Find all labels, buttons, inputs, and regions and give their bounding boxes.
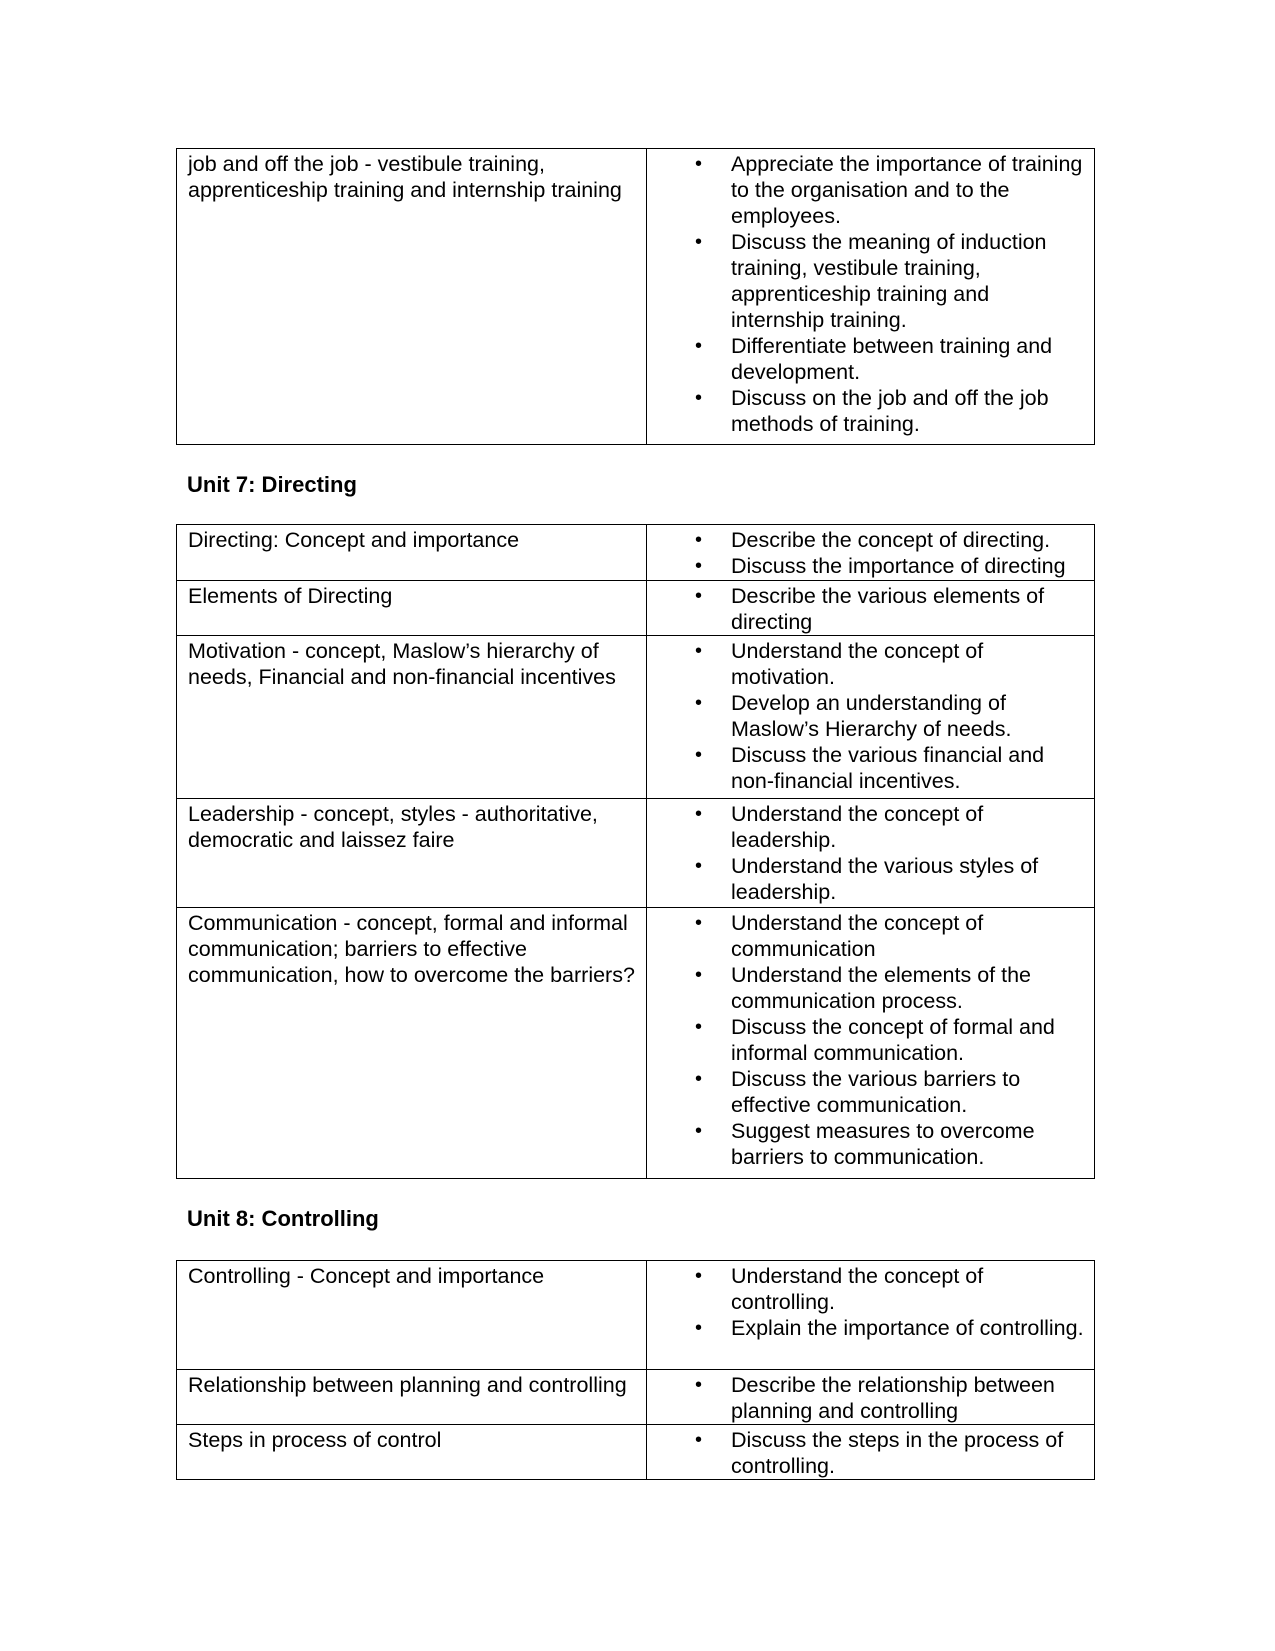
table-row (177, 1261, 1095, 1370)
training-table-block (176, 148, 1095, 445)
training-table (176, 148, 1095, 445)
outcome-list (647, 151, 1088, 437)
unit-8-table-block (176, 1260, 1095, 1480)
list-item: • Discuss the meaning of induction training, vestibule training, apprenticeship training and internship training. (647, 229, 1088, 333)
outcomes-cell (647, 149, 1095, 445)
table-row (177, 636, 1095, 799)
outcomes-cell (647, 908, 1095, 1179)
outcome-list (647, 583, 1088, 635)
table-row (177, 149, 1095, 445)
outcome-list (647, 801, 1088, 905)
outcome-list (647, 1372, 1088, 1424)
topic-cell: Communication - concept, formal and informal communication; barriers to effective communication, how to overcome the barriers? (177, 908, 647, 1179)
list-item: • Suggest measures to overcome barriers to communication. (647, 1118, 1088, 1170)
list-item: • Understand the concept of communication (647, 910, 1088, 962)
list-item: • Develop an understanding of Maslow’s Hierarchy of needs. (647, 690, 1088, 742)
unit-7-heading: Unit 7: Directing (187, 472, 357, 497)
table-row (177, 799, 1095, 908)
list-item: • Discuss the steps in the process of controlling. (647, 1427, 1088, 1479)
list-item: • Discuss the various barriers to effective communication. (647, 1066, 1088, 1118)
outcomes-cell (647, 636, 1095, 799)
topic-cell: Elements of Directing (177, 581, 647, 636)
outcomes-cell (647, 1261, 1095, 1370)
list-item: • Describe the relationship between planning and controlling (647, 1372, 1088, 1424)
topic-cell: Leadership - concept, styles - authoritative, democratic and laissez faire (177, 799, 647, 908)
list-item: • Discuss the importance of directing (647, 553, 1088, 579)
table-row (177, 908, 1095, 1179)
list-item: • Discuss the concept of formal and informal communication. (647, 1014, 1088, 1066)
topic-cell: Relationship between planning and controlling (177, 1370, 647, 1425)
table-row (177, 1370, 1095, 1425)
topic-cell: Directing: Concept and importance (177, 525, 647, 581)
list-item: • Understand the various styles of leadership. (647, 853, 1088, 905)
list-item: • Appreciate the importance of training to the organisation and to the employees. (647, 151, 1088, 229)
list-item: • Explain the importance of controlling. (647, 1315, 1088, 1341)
outcome-list (647, 527, 1088, 579)
outcomes-cell (647, 1370, 1095, 1425)
outcomes-cell (647, 525, 1095, 581)
table-row (177, 525, 1095, 581)
unit-8-heading: Unit 8: Controlling (187, 1206, 379, 1231)
outcome-list (647, 910, 1088, 1170)
unit-8-table (176, 1260, 1095, 1480)
unit-7-table (176, 524, 1095, 1179)
list-item: • Understand the concept of leadership. (647, 801, 1088, 853)
unit-7-table-block (176, 524, 1095, 1179)
list-item: • Understand the concept of motivation. (647, 638, 1088, 690)
list-item: • Describe the various elements of directing (647, 583, 1088, 635)
list-item: • Describe the concept of directing. (647, 527, 1088, 553)
outcome-list (647, 1427, 1088, 1479)
list-item: • Understand the elements of the communication process. (647, 962, 1088, 1014)
topic-cell: Controlling - Concept and importance (177, 1261, 647, 1370)
outcome-list (647, 1263, 1088, 1341)
topic-cell: Steps in process of control (177, 1425, 647, 1480)
outcomes-cell (647, 1425, 1095, 1480)
list-item: • Discuss on the job and off the job methods of training. (647, 385, 1088, 437)
table-row (177, 1425, 1095, 1480)
outcomes-cell (647, 581, 1095, 636)
outcome-list (647, 638, 1088, 794)
table-row (177, 581, 1095, 636)
list-item: • Differentiate between training and development. (647, 333, 1088, 385)
topic-cell: job and off the job - vestibule training, apprenticeship training and internship training (177, 149, 647, 445)
topic-cell: Motivation - concept, Maslow’s hierarchy of needs, Financial and non-financial incentives (177, 636, 647, 799)
list-item: • Discuss the various financial and non-financial incentives. (647, 742, 1088, 794)
list-item: • Understand the concept of controlling. (647, 1263, 1088, 1315)
outcomes-cell (647, 799, 1095, 908)
